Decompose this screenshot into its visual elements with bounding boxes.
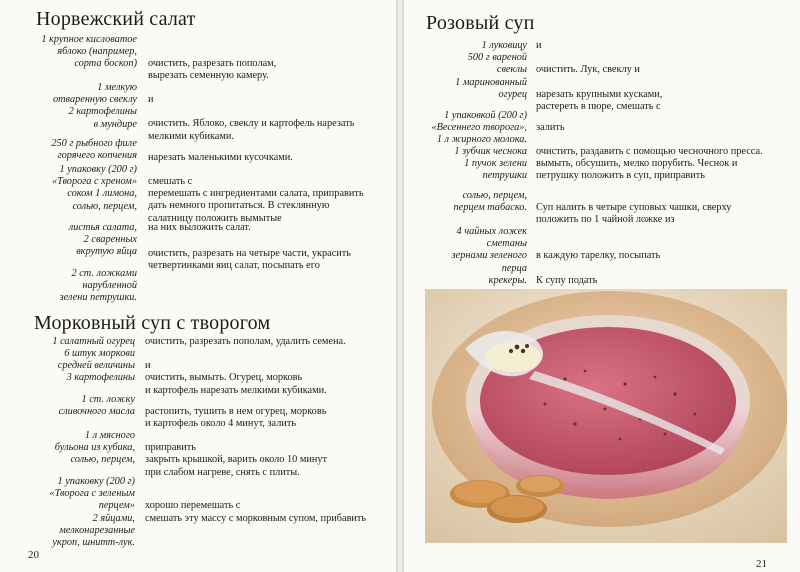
page-number: 20	[28, 549, 39, 561]
ingredient-text: 2 сваренных вкрутую яйца	[76, 234, 137, 258]
instruction-text: Суп налить в четыре суповых чашки, сверху положить по 1 чайной ложке из	[536, 202, 732, 226]
ingredient-text: 1 упаковку (200 г) «Творога с хреном» соком 1 лимона, солью, перцем,	[51, 164, 137, 212]
instruction-text: нарезать маленькими кусочками.	[148, 152, 293, 163]
instruction-text: залить	[536, 122, 565, 133]
ingredient-text: солью, перцем, перцем табаско.	[453, 190, 527, 214]
ingredient-text: 1 л мясного бульона из кубика, солью, перцем,	[54, 430, 135, 466]
ingredient-text: 2 ст. ложками нарубленной зелени петрушки.	[59, 268, 137, 304]
ingredient-text: 1 салатный огурец	[52, 336, 135, 347]
soup-illustration	[425, 289, 787, 543]
page-number: 21	[756, 558, 767, 570]
instruction-text: очистить, разрезать пополам, удалить семена.	[145, 336, 346, 347]
recipe-title-carrot-soup: Морковный суп с творогом	[34, 312, 271, 334]
soup-photo	[425, 289, 787, 543]
instruction-text: очистить, раздавить с помощью чесночного пресса. вымыть, обсушить, мелко порубить. Чеснок и петрушку положить в суп, приправить	[536, 146, 763, 182]
ingredient-text: 250 г рыбного филе горячего копчения	[51, 138, 137, 162]
ingredient-text: листья салата,	[68, 222, 137, 233]
book-gutter	[396, 0, 404, 572]
ingredient-text: 1 зубчик чеснока 1 пучок зелени петрушки	[454, 146, 527, 182]
recipe-title-pink-soup: Розовый суп	[426, 12, 535, 34]
instruction-text: очистить, разрезать пополам, вырезать семенную камеру.	[148, 58, 277, 82]
instruction-text: и очистить. Яблоко, свеклу и картофель нарезать мелкими кубиками.	[148, 94, 355, 142]
recipe-carrot-soup	[0, 336, 396, 551]
recipe-title-norwegian-salad: Норвежский салат	[36, 8, 196, 30]
ingredient-text: 6 штук моркови средней величины 3 картофелины	[57, 348, 135, 384]
instruction-text: на них выложить салат.	[148, 222, 251, 233]
ingredient-text: 1 упаковку (200 г) «Творога с зеленым перцем» 2 яйцами, мелконарезанные укроп, шнитт-лук.	[49, 476, 135, 549]
ingredient-text: 1 луковицу 500 г вареной свеклы 1 маринованный огурец	[455, 40, 527, 100]
instruction-text: растопить, тушить в нем огурец, морковь и картофель около 4 минут, залить	[145, 406, 327, 430]
ingredient-text: 1 мелкую отваренную свеклу 2 картофелины в мундире	[52, 82, 137, 130]
ingredient-text: 1 крупное кисловатое яблоко (например, сорта боскоп)	[41, 34, 137, 70]
ingredient-text: 1 упаковкой (200 г) «Весеннего творога», 1 л жирного молока.	[431, 110, 527, 146]
instruction-text: хорошо перемешать с смешать эту массу с морковным супом, прибавить	[145, 500, 367, 524]
right-page	[404, 0, 800, 572]
left-page	[0, 0, 396, 572]
ingredient-text: 1 ст. ложку сливочного масла	[58, 394, 135, 418]
instruction-text: приправить закрыть крышкой, варить около 10 минут при слабом нагреве, снять с плиты.	[145, 442, 328, 478]
sour-cream	[485, 342, 541, 372]
instruction-text: смешать с перемешать с ингредиентами салата, приправить дать немного пропитаться. В стеклянную салатницу положить вымытые	[148, 176, 364, 224]
ingredient-text: 4 чайных ложек сметаны зернами зеленого перца крекеры.	[451, 226, 527, 286]
instruction-text: и очистить, вымыть. Огурец, морковь и картофель нарезать мелкими кубиками.	[145, 360, 327, 396]
instruction-text: очистить, разрезать на четыре части, украсить четвертинками яиц салат, посыпать его	[148, 248, 352, 272]
instruction-text: и очистить. Лук, свеклу и нарезать крупными кусками, растереть в пюре, смешать с	[536, 40, 663, 113]
instruction-text: в каждую тарелку, посыпать К супу подать	[536, 250, 661, 286]
recipe-norwegian-salad	[0, 34, 396, 304]
recipe-pink-soup	[404, 40, 800, 290]
